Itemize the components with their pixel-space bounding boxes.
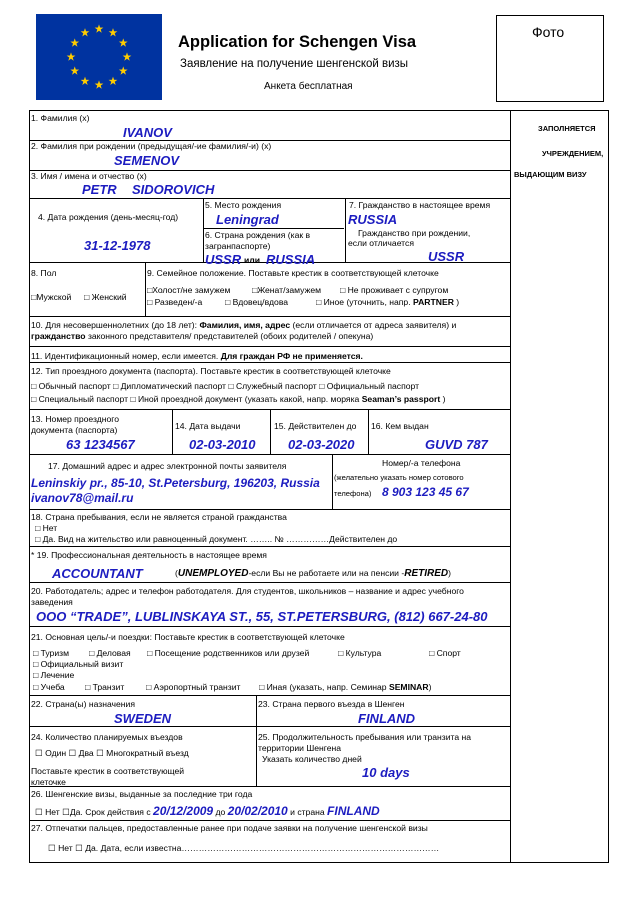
f4-value[interactable]: 31-12-1978: [84, 238, 151, 253]
f1-value[interactable]: IVANOV: [123, 125, 172, 140]
form-divider: [608, 110, 609, 863]
form-divider: [29, 110, 609, 111]
form-divider: [203, 198, 204, 263]
f12-line-2-end: ): [442, 394, 446, 404]
form-divider: [29, 786, 511, 787]
f1-label: 1. Фамилия (x): [31, 113, 90, 123]
f26-to-word: до: [215, 807, 226, 817]
f9-opt-6-end: ): [456, 297, 460, 307]
f25-label-2: территории Шенгена: [258, 743, 342, 753]
form-divider: [29, 362, 511, 363]
f19-note-bold-2: RETIRED: [404, 568, 449, 579]
f17-phone-label: Номер/-а телефона: [382, 458, 461, 468]
f9-opt-2[interactable]: □Женат/замужем: [252, 285, 322, 295]
form-divider: [368, 409, 369, 455]
side-note-2: УЧРЕЖДЕНИЕМ,: [542, 149, 604, 158]
f21-opt-other[interactable]: [259, 682, 431, 693]
f8-female[interactable]: □ Женский: [84, 292, 127, 302]
f6-or: или: [244, 255, 261, 265]
f12-line-2-text: □ Специальный паспорт □ Иной проездной документ (указать какой, напр. моряка: [31, 394, 360, 404]
form-divider: [29, 626, 511, 627]
f13-label-2: документа (паспорта): [31, 425, 118, 435]
f12-line-2[interactable]: [31, 394, 445, 405]
f10-pre: 10. Для несовершеннолетних (до 18 лет):: [31, 320, 198, 330]
f25-label-3: Указать количество дней: [262, 754, 362, 764]
f19-note: [175, 568, 451, 579]
form-divider: [270, 409, 271, 455]
f9-opt-6[interactable]: [316, 297, 459, 308]
photo-label: Фото: [532, 24, 565, 40]
f20-value[interactable]: OOO “TRADE”, LUBLINSKAYA ST., 55, ST.PETERSBURG, (812) 667-24-80: [36, 609, 488, 624]
f9-label: 9. Семейное положение. Поставьте крестик в соответствующей клеточке: [147, 268, 439, 278]
f7-value[interactable]: RUSSIA: [348, 212, 398, 227]
f24-options[interactable]: ☐ Один ☐ Два ☐ Многократный въезд: [35, 748, 189, 758]
f18-label: 18. Страна пребывания, если не является страной гражданства: [31, 512, 287, 522]
form-divider: [29, 582, 511, 583]
f10-mid: (если отличается от адреса заявителя) и: [292, 320, 457, 330]
f6-value-1[interactable]: USSR: [205, 252, 242, 267]
f10-post: законного представителя/ представителей (обоих родителей / опекуна): [87, 331, 374, 341]
f11-bold: Для граждан РФ не применяется.: [220, 351, 363, 361]
f21-opt-other-text: □ Иная (указать, напр. Семинар: [259, 682, 387, 692]
f3-label: 3. Имя / имена и отчество (x): [31, 171, 147, 181]
f2-value[interactable]: SEMENOV: [114, 153, 180, 168]
f16-value[interactable]: GUVD 787: [425, 437, 488, 452]
f9-opt-4[interactable]: □ Разведен/-а: [147, 297, 203, 307]
form-divider: [29, 726, 511, 727]
side-note-3: ВЫДАЮЩИМ ВИЗУ: [514, 170, 587, 179]
f11-line: [31, 351, 363, 362]
f20-label-2: заведения: [31, 597, 73, 607]
form-divider: [29, 695, 511, 696]
f21-opt-other-bold: SEMINAR: [388, 682, 429, 692]
f5-value[interactable]: Leningrad: [216, 212, 279, 227]
f7-sub-2: если отличается: [348, 238, 414, 248]
f13-value[interactable]: 63 1234567: [66, 437, 135, 452]
f3-first[interactable]: PETR: [82, 182, 117, 197]
f10-line-2: [31, 331, 373, 342]
f12-line-1[interactable]: □ Обычный паспорт □ Дипломатический паспорт □ Служебный паспорт □ Официальный паспорт: [31, 381, 420, 391]
f26-to: 20/02/2010: [227, 804, 288, 818]
f8-male[interactable]: □Мужской: [31, 292, 72, 302]
f13-label-1: 13. Номер проездного: [31, 414, 119, 424]
f17-address[interactable]: Leninskiy pr., 85-10, St.Petersburg, 196203, Russia: [31, 476, 320, 490]
f17-phone-sub-1: (желательно указать номер сотового: [334, 473, 464, 482]
f21-opt-medical[interactable]: □ Лечение: [33, 670, 75, 680]
f15-value[interactable]: 02-03-2020: [288, 437, 355, 452]
f12-line-2-bold: Seaman’s passport: [361, 394, 441, 404]
form-divider: [29, 820, 511, 821]
f19-value[interactable]: ACCOUNTANT: [52, 566, 143, 581]
f11-pre: 11. Идентификационный номер, если имеется.: [31, 351, 219, 361]
f2-label: 2. Фамилия при рождении (предыдущая/-ие фамилия/-и) (x): [31, 141, 272, 151]
f19-note-bold: UNEMPLOYED: [177, 568, 249, 579]
form-divider: [203, 228, 344, 229]
eu-flag-icon: [36, 14, 162, 100]
f9-opt-6-value: PARTNER: [413, 297, 454, 307]
f18-opt-1[interactable]: □ Нет: [35, 523, 58, 533]
f17-phone[interactable]: 8 903 123 45 67: [382, 485, 469, 499]
form-divider: [29, 546, 511, 547]
form-divider: [29, 316, 511, 317]
f7-birth-value[interactable]: USSR: [428, 249, 465, 264]
form-divider: [29, 346, 511, 347]
f21-opt-business[interactable]: □ Деловая: [89, 648, 131, 658]
f25-value[interactable]: 10 days: [362, 765, 410, 780]
form-divider: [256, 695, 257, 787]
side-note-1: ЗАПОЛНЯЕТСЯ: [538, 124, 596, 133]
f21-opt-sport[interactable]: □ Спорт: [429, 648, 461, 658]
f15-label: 15. Действителен до: [274, 421, 357, 431]
f27-label: 27. Отпечатки пальцев, предоставленные ранее при подаче заявки на получение шенгенской визы: [31, 823, 428, 833]
f19-note-pre: (: [175, 568, 178, 578]
f26-country: FINLAND: [327, 804, 380, 818]
f3-patronymic[interactable]: SIDOROVICH: [132, 182, 215, 197]
f21-label: 21. Основная цель/-и поездки: Поставьте крестик в соответствующей клеточке: [31, 632, 345, 642]
f19-note-mid: -если Вы не работаете или на пенсии -: [248, 568, 405, 578]
f19-note-end: ): [448, 568, 452, 578]
form-divider: [172, 409, 173, 455]
form-divider: [345, 198, 346, 263]
f26-label: 26. Шенгенские визы, выданные за последние три года: [31, 789, 253, 799]
f17-phone-sub-2: телефона): [334, 489, 372, 498]
f25-label-1: 25. Продолжительность пребывания или транзита на: [258, 732, 472, 742]
form-divider: [332, 454, 333, 510]
f18-opt-2[interactable]: □ Да. Вид на жительство или равноценный документ. …….. № ……………Действителен до: [35, 534, 398, 544]
f7-label: 7. Гражданство в настоящее время: [349, 200, 491, 210]
f26-opts: ☐ Нет ☐Да. Срок действия с: [35, 807, 151, 817]
f21-opt-culture[interactable]: □ Культура: [338, 648, 382, 658]
f10-bold-2: гражданство: [31, 331, 86, 341]
form-title: Application for Schengen Visa: [178, 33, 417, 51]
f19-label: * 19. Профессиональная деятельность в настоящее время: [31, 550, 267, 560]
f23-label: 23. Страна первого въезда в Шенген: [258, 699, 405, 709]
f21-opt-other-end: ): [428, 682, 432, 692]
form-divider: [145, 262, 146, 317]
f8-label: 8. Пол: [31, 268, 57, 278]
f6-label-1: 6. Страна рождения (как в: [205, 230, 311, 240]
f26-country-word: и страна: [290, 807, 325, 817]
f21-opt-study[interactable]: □ Учеба: [33, 682, 65, 692]
f9-opt-6-text: □ Иное (уточнить, напр.: [316, 297, 411, 307]
form-divider: [29, 509, 511, 510]
f14-value[interactable]: 02-03-2010: [189, 437, 256, 452]
f22-value[interactable]: SWEDEN: [114, 711, 172, 726]
form-divider: [29, 110, 30, 863]
f26-from: 20/12/2009: [153, 804, 214, 818]
f17-email[interactable]: ivanov78@mail.ru: [31, 491, 134, 505]
f26-line[interactable]: [35, 806, 380, 818]
f17-label: 17. Домашний адрес и адрес электронной почты заявителя: [48, 461, 287, 471]
f9-opt-1[interactable]: □Холост/не замужем: [147, 285, 231, 295]
free-note: Анкета бесплатная: [264, 81, 353, 92]
f5-label: 5. Место рождения: [205, 200, 282, 210]
f6-label-2: загранпаспорте): [205, 241, 271, 251]
f10-line-1: [31, 320, 456, 331]
f22-label: 22. Страна(ы) назначения: [31, 699, 136, 709]
f21-opt-transit[interactable]: □ Транзит: [85, 682, 125, 692]
f27-opts[interactable]: ☐ Нет ☐ Да. Дата, если известна………………………………………………………………………………: [48, 843, 440, 853]
f10-bold-1: Фамилия, имя, адрес: [199, 320, 291, 330]
f24-note-1: Поставьте крестик в соответствующей: [31, 766, 185, 776]
f24-note-2: клеточке: [31, 777, 66, 787]
f23-value[interactable]: FINLAND: [358, 711, 416, 726]
f9-opt-5[interactable]: □ Вдовец/вдова: [225, 297, 289, 307]
f7-sub-1: Гражданство при рождении,: [358, 228, 471, 238]
form-divider: [29, 862, 609, 863]
f12-label: 12. Тип проездного документа (паспорта). Поставьте крестик в соответствующей клеточке: [31, 366, 391, 376]
f21-opt-official[interactable]: □ Официальный визит: [33, 659, 124, 669]
f6-value-2[interactable]: RUSSIA: [266, 252, 316, 267]
f21-opt-visit[interactable]: □ Посещение родственников или друзей: [147, 648, 310, 658]
f21-opt-tourism[interactable]: □ Туризм: [33, 648, 69, 658]
form-divider: [510, 110, 511, 863]
f16-label: 16. Кем выдан: [371, 421, 429, 431]
form-divider: [29, 198, 511, 199]
f9-opt-3[interactable]: □ Не проживает с супругом: [340, 285, 449, 295]
f4-label: 4. Дата рождения (день-месяц-год): [38, 212, 179, 222]
form-subtitle: Заявление на получение шенгенской визы: [180, 58, 409, 70]
f24-label: 24. Количество планируемых въездов: [31, 732, 183, 742]
f20-label-1: 20. Работодатель; адрес и телефон работодателя. Для студентов, школьников – название и адрес учебного: [31, 586, 464, 596]
f14-label: 14. Дата выдачи: [175, 421, 241, 431]
f21-opt-airport[interactable]: □ Аэропортный транзит: [146, 682, 241, 692]
